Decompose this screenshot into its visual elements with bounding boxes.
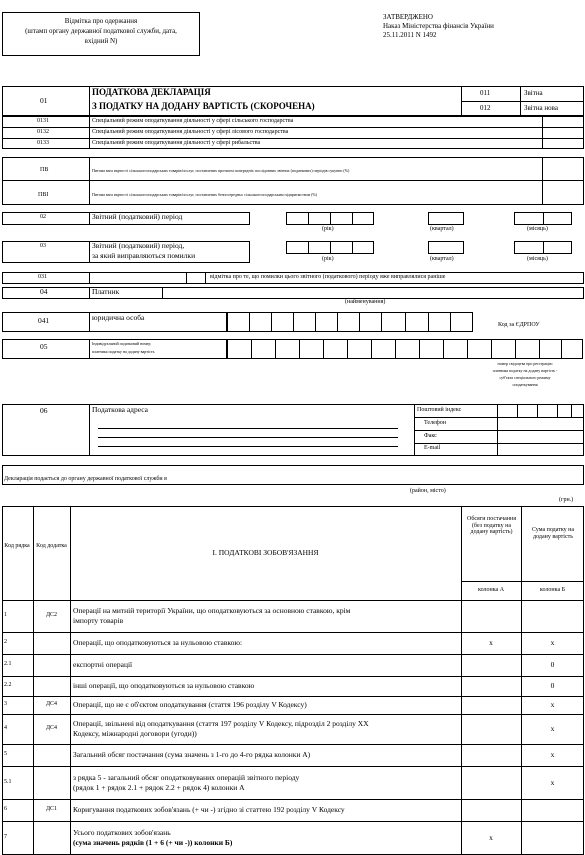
payer-label: Платник: [92, 287, 120, 296]
pvi-code: ПВІ: [38, 192, 49, 198]
submitted-text: Декларація подається до органу державної податкової служби в: [4, 476, 167, 482]
ipn-code: 05: [40, 342, 48, 351]
edrpou-input[interactable]: [227, 312, 473, 332]
submitted-caption: (район, місто): [410, 488, 446, 494]
row-desc-2: імпорту товарів: [73, 616, 124, 625]
period-month-caption: (місяць): [527, 226, 548, 232]
declaration-title-1: ПОДАТКОВА ДЕКЛАРАЦІЯ: [92, 87, 211, 97]
fix-period-quarter-input[interactable]: [428, 241, 464, 254]
row-desc: Операції, звільнені від оподаткування (стаття 197 розділу V Кодексу, підрозділ 2 розділу XX: [73, 719, 369, 728]
row-col-b: x: [550, 777, 555, 787]
payer-caption: (найменування): [345, 299, 386, 305]
row-code: 7: [4, 834, 7, 840]
header-col-a: Обсяги постачання (без податку на додану вартість): [467, 516, 516, 536]
row-col-b: x: [550, 750, 555, 759]
row-desc-2: (рядок 1 + рядок 2.1 + рядок 2.2 + рядок 4) колонки А: [73, 782, 245, 792]
fax-label: Факс: [424, 433, 437, 439]
row-col-b: x: [550, 638, 555, 647]
row-annex: ДС4: [45, 701, 58, 707]
row-code: 4: [4, 725, 7, 731]
pv-code: ПВ: [40, 167, 49, 173]
special-code-0132: 0132: [37, 129, 49, 135]
ipn-note-1: номер свідоцтва про реєстрацію: [497, 361, 553, 366]
row-code: 3: [4, 701, 7, 707]
row-code: 1: [4, 612, 7, 618]
special-code-0131: 0131: [37, 118, 49, 124]
ipn-label-2: платника податку на додану вартість: [92, 349, 155, 354]
address-label: Податкова адреса: [92, 405, 148, 414]
r031-text: відмітка про те, що помилки цього звітного (податкового) періоду вже виправлялися раніше: [210, 274, 446, 280]
declaration-title-2: З ПОДАТКУ НА ДОДАНУ ВАРТІСТЬ (СКОРОЧЕНА): [92, 101, 315, 111]
row-desc: інші операції, що оподатковуються за нульовою ставкою: [73, 681, 255, 690]
special-code-0133: 0133: [37, 140, 49, 146]
header-row-code: Код рядка: [4, 543, 30, 549]
option-011-label[interactable]: Звітна: [524, 89, 543, 97]
ipn-label-1: Індивідуальний податковий номер: [92, 341, 151, 346]
fix-period-code: 03: [40, 243, 46, 249]
stamp-line-2: (штамп органу державної податкової служби, дата,: [25, 27, 177, 35]
pvi-text: Питома вага вартості сільськогосподарських товарів/послуг, поставлених безпосередньо сільськогосподарським підприємством (%): [92, 192, 318, 197]
address-code: 06: [40, 406, 48, 415]
special-label-0132: Спеціальний режим оподаткування діяльності у сфері лісового господарства: [92, 129, 289, 135]
row-code: 2.1: [4, 661, 12, 667]
row-col-a: x: [489, 833, 493, 842]
legal-label: юридична особа: [92, 313, 145, 322]
email-label: E-mail: [424, 445, 441, 451]
phone-label: Телефон: [424, 420, 446, 426]
period-label: Звітний (податковий) період: [92, 212, 183, 221]
currency-label: (грн.): [559, 497, 574, 503]
option-011-code: 011: [480, 89, 491, 97]
r031-code: 031: [38, 274, 47, 280]
row-col-b: 0: [550, 681, 555, 690]
row-annex: ДС4: [45, 725, 58, 731]
stamp-line-1: Відмітка про одержання: [64, 17, 138, 25]
period-code: 02: [40, 214, 46, 220]
col-a-label: колонка А: [477, 587, 505, 593]
row-desc: Коригування податкових зобов'язань (+ чи -) згідно зі статтею 192 розділу V Кодексу: [73, 805, 345, 814]
col-b-label: колонка Б: [539, 587, 566, 593]
fix-period-month-caption: (місяць): [527, 256, 548, 262]
row-col-a: x: [489, 638, 493, 647]
approval-line-2: Наказ Міністерства фінансів України: [383, 22, 494, 30]
r031-checkbox[interactable]: [186, 272, 206, 284]
special-label-0133: Спеціальний режим оподаткування діяльності у сфері рибальства: [92, 140, 261, 146]
row-desc-2: (сума значень рядків (1 + 6 (+ чи -)) колонки Б): [73, 838, 233, 847]
ipn-note-3: суб'єкта спеціального режиму: [499, 375, 551, 380]
row-desc-2: Кодексу, міжнародні договори (угоди)): [73, 729, 197, 738]
row-desc: з рядка 5 - загальний обсяг оподатковуваних операцій звітного періоду: [73, 772, 300, 782]
row-annex: ДС1: [45, 806, 58, 812]
row-desc: Операції, що оподатковуються за нульовою ставкою:: [73, 638, 243, 647]
row-desc: Загальний обсяг постачання (сума значень з 1-го до 4-го рядка колонки А): [73, 750, 311, 759]
period-year-caption: (рік): [322, 226, 334, 232]
approval-line-1: ЗАТВЕРДЖЕНО: [383, 13, 433, 21]
receipt-stamp-box: [2, 12, 200, 56]
approval-line-3: 25.11.2011 N 1492: [383, 31, 437, 39]
payer-code: 04: [40, 287, 48, 296]
legal-code: 041: [38, 316, 50, 325]
row-col-b: 0: [550, 660, 555, 669]
row-code: 5: [4, 751, 7, 757]
option-012-code: 012: [480, 104, 491, 112]
header-title: І. ПОДАТКОВІ ЗОБОВ'ЯЗАННЯ: [212, 548, 319, 557]
row-code: 2.2: [4, 682, 12, 688]
row-col-b: x: [550, 724, 555, 733]
ipn-note-4: оподаткування: [512, 382, 538, 387]
fix-period-label-1: Звітний (податковий) період,: [92, 241, 185, 250]
row-desc: Усього податкових зобов'язань: [73, 828, 171, 837]
row-col-b: x: [550, 700, 555, 709]
header-annex-code: Код додатка: [36, 543, 67, 549]
stamp-line-3: вхідний N): [84, 37, 118, 45]
fix-period-label-2: за який виправляються помилки: [92, 251, 196, 260]
row-desc: Операції на митній території України, що оподатковуються за основною ставкою, крім: [73, 606, 351, 615]
period-quarter-input[interactable]: [428, 212, 464, 225]
header-col-b: Сума податку на додану вартість: [531, 527, 575, 540]
fix-period-quarter-caption: (квартал): [430, 256, 454, 262]
special-label-0131: Спеціальний режим оподаткування діяльності у сфері сільського господарства: [92, 118, 294, 124]
row-desc: Операції, що не є об'єктом оподаткування (стаття 196 розділу V Кодексу): [73, 700, 307, 709]
zip-label: Поштовий індекс: [417, 407, 462, 413]
row-desc: експортні операції: [73, 660, 133, 669]
option-012-label[interactable]: Звітна нова: [524, 104, 558, 112]
ipn-input[interactable]: [227, 339, 583, 359]
fix-period-year-caption: (рік): [322, 256, 334, 262]
pv-text: Питома вага вартості сільськогосподарських товарів/послуг, поставлених протягом попередніх послідовних звітних (податкових) періодів сукупно (%): [92, 168, 350, 173]
row-code: 2: [4, 639, 7, 645]
edrpou-label: Код за ЄДРПОУ: [498, 322, 540, 328]
title-code: 01: [40, 96, 48, 105]
row-code: 5.1: [4, 778, 12, 785]
row-annex: ДС2: [45, 612, 58, 618]
ipn-note-2: платника податку на додану вартість -: [492, 368, 558, 373]
period-quarter-caption: (квартал): [430, 226, 454, 232]
row-code: 6: [4, 806, 7, 812]
